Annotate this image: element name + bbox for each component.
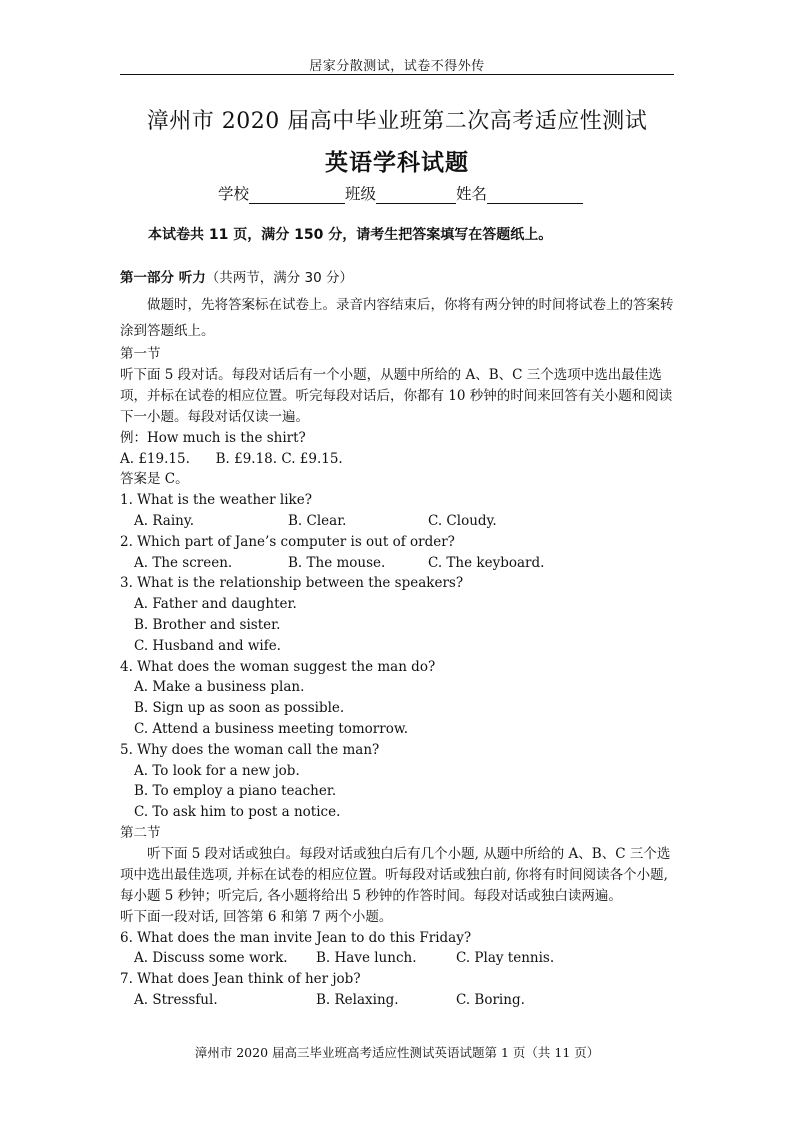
part1-heading-sub: （共两节，满分 30 分） [205,270,353,286]
example-options: A. £19.15. B. £9.18. C. £9.15. [120,450,343,467]
q6-option-b: B. Have lunch. [316,950,417,967]
question-7-options [120,990,676,1011]
q1-option-c: C. Cloudy. [428,512,497,529]
q2-option-b: B. The mouse. [288,554,386,571]
subject-title: 英语学科试题 [325,149,469,176]
q5-option-a: A. To look for a new job. [134,762,300,779]
question-5: 5. Why does the woman call the man? [120,741,380,758]
q7-option-c: C. Boring. [456,991,525,1008]
section1-instructions: 听下面 5 段对话。每段对话后有一个小题，从题中所给的 A、B、C 三个选项中选出最佳选项，并标在试卷的相应位置。听完每段对话后，你都有 10 秒钟的时间来回答有关小题和阅读下一小题。每段对话仅读一遍。 [120,366,673,425]
q6-option-a: A. Discuss some work. [134,950,288,967]
q3-option-b: B. Brother and sister. [134,616,281,633]
q4-option-b: B. Sign up as soon as possible. [134,700,345,717]
name-blank[interactable] [487,186,583,204]
question-2: 2. Which part of Jane’s computer is out of order? [120,533,455,550]
exam-notice: 本试卷共 11 页，满分 150 分，请考生把答案填写在答题纸上。 [148,227,553,243]
q5-option-c: C. To ask him to post a notice. [134,804,341,821]
q4-option-a: A. Make a business plan. [134,679,305,696]
q1-option-b: B. Clear. [288,512,347,529]
section2-lead: 听下面一段对话, 回答第 6 和第 7 两个小题。 [120,908,393,925]
question-1-options [120,511,676,532]
q7-option-b: B. Relaxing. [316,991,399,1008]
q2-option-a: A. The screen. [134,554,233,571]
example-question: 例：How much is the shirt? [120,429,306,446]
class-label: 班级 [345,185,377,203]
school-blank[interactable] [249,186,345,204]
section2-title: 第二节 [120,824,161,841]
header-divider [120,74,674,75]
question-1: 1. What is the weather like? [120,492,312,509]
name-label: 姓名 [456,185,488,203]
question-7: 7. What does Jean think of her job? [120,971,361,988]
question-6: 6. What does the man invite Jean to do this Friday? [120,929,472,946]
question-3: 3. What is the relationship between the speakers? [120,575,464,592]
q7-option-a: A. Stressful. [134,991,218,1008]
question-4: 4. What does the woman suggest the man do? [120,658,436,675]
question-2-options [120,553,676,574]
q2-option-c: C. The keyboard. [428,554,545,571]
header-note: 居家分散测试，试卷不得外传 [309,59,485,74]
q3-option-c: C. Husband and wife. [134,637,281,654]
page-footer: 漳州市 2020 届高三毕业班高考适应性测试英语试题第 1 页（共 11 页） [194,1045,600,1060]
part1-heading [120,268,676,289]
section2-instructions: 听下面 5 段对话或独白。每段对话或独白后有几个小题, 从题中所给的 A、B、C 三个选项中选出最佳选项, 并标在试卷的相应位置。听每段对话或独白前, 你将有时间阅读各个小题,每小题 5 秒钟；听完后, 各小题将给出 5 秒钟的作答时间。每段对话或独白读两遍。 [120,845,671,904]
content [120,268,676,1011]
part1-intro: 做题时，先将答案标在试卷上。录音内容结束后，你将有两分钟的时间将试卷上的答案转涂到答题纸上。 [120,297,674,339]
class-blank[interactable] [376,186,456,204]
q4-option-c: C. Attend a business meeting tomorrow. [134,720,409,737]
section1-title: 第一节 [120,346,161,362]
exam-title: 漳州市 2020 届高中毕业班第二次高考适应性测试 [146,109,648,134]
school-label: 学校 [218,185,250,203]
q6-option-c: C. Play tennis. [456,950,555,967]
part1-heading-title: 第一部分 听力 [120,270,206,286]
q3-option-a: A. Father and daughter. [134,596,297,613]
example-answer: 答案是 C。 [120,471,189,488]
student-info-line [218,182,583,204]
question-6-options [120,948,676,969]
q5-option-b: B. To employ a piano teacher. [134,783,337,800]
q1-option-a: A. Rainy. [134,512,194,529]
